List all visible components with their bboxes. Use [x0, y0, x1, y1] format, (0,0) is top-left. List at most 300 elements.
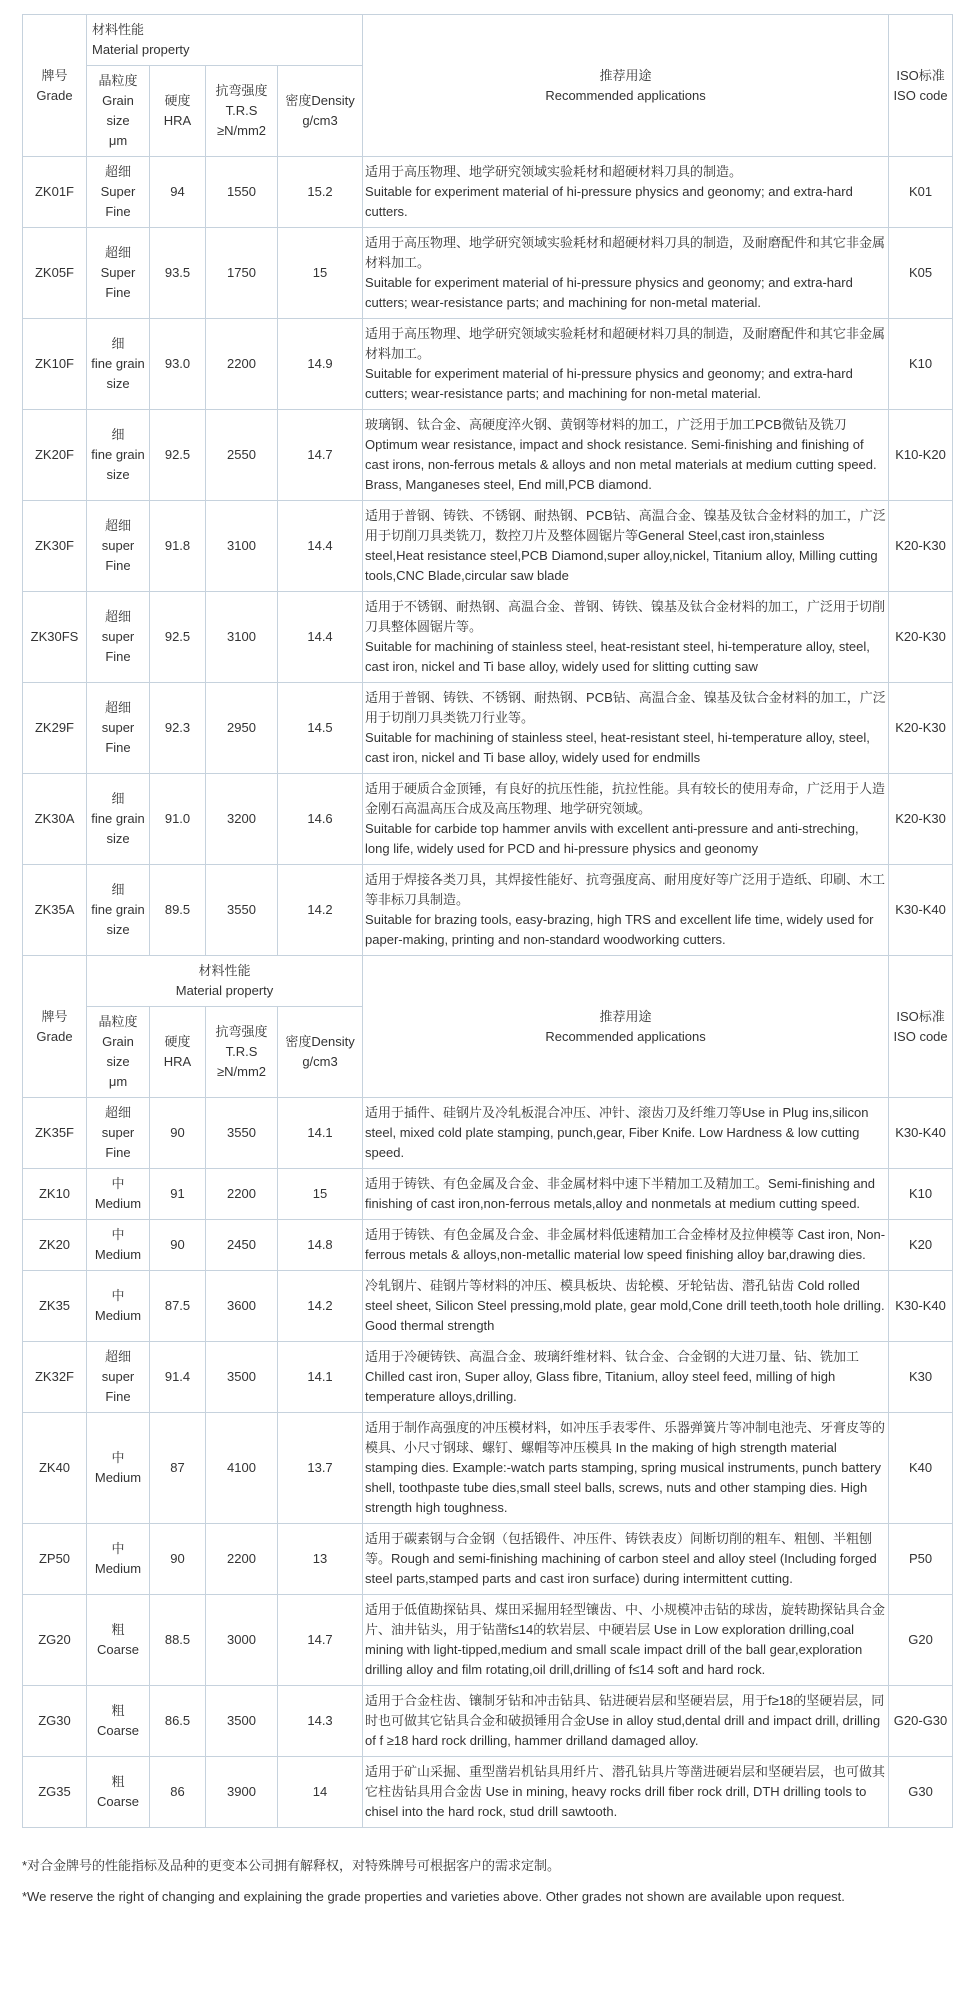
applications-cell-line: 适用于低值勘探钻具、煤田采掘用轻型镶齿、中、小规模冲击钻的球齿，旋转勘探钻具合金片、油井钻头，用于钻凿f≤14的软岩层、中硬岩层 Use in Low exploration drilling,coal mining with light-tipped,medium and small scale impact drill of the ball gear,exploration drilling alloy and film rotating,oil drill,drilling of f≤14 soft and hard rock. [365, 1602, 886, 1677]
density-cell [278, 157, 363, 228]
grain-size-cell-line: 超细 [104, 609, 131, 624]
density-cell-line: 14.9 [307, 356, 333, 371]
grade-row [23, 157, 953, 228]
trs-cell-line: 3550 [227, 1125, 256, 1140]
grade-row [23, 1169, 953, 1220]
grade-cell-line: ZK10 [38, 1186, 71, 1201]
grade-cell [23, 410, 87, 501]
iso-code-cell [889, 1220, 953, 1271]
grade-cell-line: ZK20 [38, 1237, 71, 1252]
grade-row [23, 774, 953, 865]
applications-header-line: 推荐用途 [599, 67, 652, 83]
header-row [23, 15, 953, 66]
grain-size-cell-line: fine grain size [91, 902, 145, 937]
grain-size-cell [87, 501, 150, 592]
grade-cell-line: ZK30F [34, 538, 74, 553]
trs-cell [206, 1220, 278, 1271]
hardness-cell-line: 91 [170, 1186, 185, 1201]
iso-code-cell [889, 865, 953, 956]
grade-row [23, 1524, 953, 1595]
trs-header [206, 1007, 278, 1098]
iso-code-cell [889, 1169, 953, 1220]
grain-size-header-line: size [106, 1054, 130, 1069]
hardness-cell [150, 1169, 206, 1220]
applications-cell-line: Suitable for experiment material of hi-pressure physics and geonomy; and extra-hard cutters; wear-resistance parts; and machining for non-metal material. [365, 275, 853, 310]
grain-size-cell [87, 1524, 150, 1595]
hardness-header-line: HRA [163, 113, 192, 128]
density-cell [278, 1757, 363, 1828]
hardness-cell [150, 1271, 206, 1342]
iso-header [889, 956, 953, 1098]
trs-cell-line: 3100 [227, 629, 256, 644]
grain-size-cell-line: 细 [111, 336, 125, 351]
hardness-cell-line: 93.0 [164, 356, 191, 371]
grade-cell-line: ZG20 [38, 1632, 71, 1647]
hardness-cell-line: 94 [170, 184, 185, 199]
trs-cell-line: 3100 [227, 538, 256, 553]
grain-size-cell-line: 超细 [104, 245, 131, 260]
grain-size-header-line: 晶粒度 [98, 73, 138, 88]
material-property-header-line: Material property [175, 983, 274, 998]
hardness-cell-line: 91.8 [164, 538, 191, 553]
applications-cell-line: Suitable for machining of stainless steel, heat-resistant steel, hi-temperature alloy, steel, cast iron, nickel and Ti base alloy, widely used for slitting cutting saw [365, 639, 870, 674]
hardness-cell-line: 91.4 [164, 1369, 191, 1384]
iso-code-cell [889, 774, 953, 865]
grain-size-header-line: 晶粒度 [98, 1014, 138, 1029]
density-cell-line: 14.4 [307, 538, 333, 553]
hardness-cell [150, 1342, 206, 1413]
density-cell [278, 1524, 363, 1595]
grade-cell [23, 319, 87, 410]
grade-cell [23, 774, 87, 865]
iso-code-cell-line: K30-K40 [895, 902, 946, 917]
grain-size-cell-line: 细 [111, 882, 125, 897]
iso-header-line: ISO标准 [896, 1008, 945, 1024]
applications-cell-line: 适用于铸铁、有色金属及合金、非金属材料低速精加工合金棒材及拉伸模等 Cast iron, Non-ferrous metals & alloys,non-metallic material low speed finishing alloy bar,drawing dies. [365, 1227, 886, 1262]
grain-size-cell-line: super Fine [101, 538, 135, 573]
grain-size-cell [87, 865, 150, 956]
grain-size-header-line: Grain [102, 1034, 134, 1049]
applications-cell-line: 适用于普钢、铸铁、不锈钢、耐热钢、PCB钻、高温合金、镍基及钛合金材料的加工，广泛用于切削刀具类铣刀行业等。 [365, 690, 886, 725]
trs-cell-line: 3000 [227, 1632, 256, 1647]
density-header-line: g/cm3 [302, 113, 338, 128]
hardness-header [150, 1007, 206, 1098]
iso-code-cell-line: K30-K40 [895, 1298, 946, 1313]
hardness-cell-line: 92.3 [164, 720, 191, 735]
density-cell [278, 865, 363, 956]
applications-cell [363, 865, 889, 956]
density-cell [278, 592, 363, 683]
grain-size-header-line: Grain [102, 93, 134, 108]
grade-header [23, 15, 87, 157]
grade-cell-line: ZK30FS [30, 629, 79, 644]
trs-cell [206, 592, 278, 683]
density-cell [278, 1413, 363, 1524]
applications-cell-line: 适用于硬质合金顶锤，有良好的抗压性能，抗拉性能。具有较长的使用寿命，广泛用于人造金刚石高温高压合成及高压物理、地学研究领域。 [365, 781, 886, 816]
hardness-cell [150, 683, 206, 774]
hardness-cell-line: 93.5 [164, 265, 191, 280]
applications-cell [363, 1413, 889, 1524]
hardness-cell-line: 89.5 [164, 902, 191, 917]
grain-size-cell-line: Super Fine [100, 265, 136, 300]
iso-code-cell [889, 1686, 953, 1757]
grain-size-cell [87, 1595, 150, 1686]
hardness-cell-line: 87 [170, 1460, 185, 1475]
grade-row [23, 1271, 953, 1342]
hardness-cell-line: 90 [170, 1237, 185, 1252]
applications-cell [363, 1524, 889, 1595]
applications-header-line: 推荐用途 [599, 1008, 652, 1024]
grain-size-cell-line: Medium [94, 1196, 142, 1211]
iso-code-cell-line: K30 [908, 1369, 933, 1384]
density-header-line: 密度Density [285, 93, 355, 108]
grain-size-cell [87, 1098, 150, 1169]
iso-code-cell-line: K20 [908, 1237, 933, 1252]
iso-code-cell-line: K20-K30 [895, 629, 946, 644]
trs-cell-line: 3900 [227, 1784, 256, 1799]
density-cell [278, 501, 363, 592]
grade-cell-line: ZK35F [34, 1125, 74, 1140]
applications-cell-line: 适用于焊接各类刀具，其焊接性能好、抗弯强度高、耐用度好等广泛用于造纸、印刷、木工等非标刀具制造。 [365, 872, 886, 907]
grade-cell-line: ZK40 [38, 1460, 71, 1475]
iso-code-cell-line: K20-K30 [895, 720, 946, 735]
applications-cell [363, 1595, 889, 1686]
density-cell-line: 14 [312, 1784, 328, 1799]
applications-cell-line: 适用于不锈钢、耐热钢、高温合金、普钢、铸铁、镍基及钛合金材料的加工，广泛用于切削刀具整体圆锯片等。 [365, 599, 886, 634]
applications-cell-line: 冷轧钢片、硅钢片等材料的冲压、模具板块、齿轮模、牙轮钻齿、潜孔钻齿 Cold rolled steel sheet, Silicon Steel pressing,mold plate, gear mold,Cone drill teeth,tooth hole drilling. Good thermal strength [365, 1278, 885, 1333]
hardness-cell [150, 410, 206, 501]
trs-cell-line: 3200 [227, 811, 256, 826]
grain-size-cell-line: super Fine [101, 1125, 135, 1160]
applications-cell-line: 适用于高压物理、地学研究领域实验耗材和超硬材料刀具的制造，及耐磨配件和其它非金属材料加工。 [365, 235, 886, 270]
applications-cell [363, 1757, 889, 1828]
grade-cell-line: ZK30A [34, 811, 75, 826]
trs-cell [206, 1686, 278, 1757]
grade-cell-line: ZP50 [38, 1551, 71, 1566]
trs-cell-line: 2200 [227, 356, 256, 371]
applications-cell [363, 1686, 889, 1757]
grade-cell-line: ZG30 [38, 1713, 71, 1728]
grade-cell [23, 1342, 87, 1413]
iso-code-cell [889, 501, 953, 592]
density-cell-line: 14.5 [307, 720, 333, 735]
trs-cell-line: 1550 [227, 184, 256, 199]
applications-cell-line: 适用于高压物理、地学研究领域实验耗材和超硬材料刀具的制造。 [365, 164, 743, 179]
trs-cell [206, 1595, 278, 1686]
trs-header-line: T.R.S [225, 103, 258, 118]
grain-size-cell-line: super Fine [101, 720, 135, 755]
density-cell-line: 14.8 [307, 1237, 333, 1252]
grain-size-cell-line: Coarse [97, 1794, 139, 1809]
hardness-cell [150, 501, 206, 592]
hardness-cell [150, 1757, 206, 1828]
density-header-line: 密度Density [285, 1034, 355, 1049]
applications-header [363, 15, 889, 157]
applications-cell-line: 适用于普钢、铸铁、不锈钢、耐热钢、PCB钻、高温合金、镍基及钛合金材料的加工，广泛用于切削刀具类铣刀，数控刀片及整体圆锯片等General Steel,cast iron,stainless steel,Heat resistance steel,PCB Diamond,super alloy,nickel, Titanium alloy, Milling cutting tools,CNC Blade,circular saw blade [365, 508, 886, 583]
applications-cell-line: 适用于合金柱齿、镶制牙钻和冲击钻具、钻进硬岩层和坚硬岩层，用于f≥18的坚硬岩层，同时也可做其它钻具合金和破损锤用合金Use in alloy stud,dental drill and impact drill, drilling of f ≥18 hard rock drilling, hammer drilland damaged alloy. [365, 1693, 885, 1748]
trs-cell [206, 865, 278, 956]
grade-header [23, 956, 87, 1098]
grain-size-cell-line: fine grain size [91, 447, 145, 482]
hardness-cell [150, 1686, 206, 1757]
applications-cell [363, 683, 889, 774]
applications-cell-line: Suitable for brazing tools, easy-brazing, high TRS and excellent life time, widely used for paper-making, printing and non-standard woodworking cutters. [365, 912, 874, 947]
hardness-cell [150, 1413, 206, 1524]
header-row [23, 956, 953, 1007]
hardness-cell [150, 865, 206, 956]
iso-header-line: ISO code [893, 87, 948, 103]
grain-size-cell-line: 细 [111, 791, 125, 806]
density-cell [278, 319, 363, 410]
grain-size-cell-line: 超细 [104, 518, 131, 533]
hardness-cell-line: 91.0 [164, 811, 191, 826]
grain-size-cell [87, 319, 150, 410]
trs-header-line: T.R.S [225, 1044, 258, 1059]
density-cell [278, 228, 363, 319]
grain-size-header-line: μm [108, 1074, 128, 1089]
density-cell-line: 14.6 [307, 811, 333, 826]
hardness-cell [150, 157, 206, 228]
grain-size-cell [87, 1220, 150, 1271]
trs-header-line: 抗弯强度 [215, 83, 268, 98]
density-cell [278, 683, 363, 774]
iso-code-cell-line: K10 [908, 1186, 933, 1201]
hardness-cell-line: 92.5 [164, 447, 191, 462]
grade-cell [23, 157, 87, 228]
trs-cell [206, 1757, 278, 1828]
iso-code-cell [889, 1098, 953, 1169]
trs-cell-line: 2200 [227, 1551, 256, 1566]
applications-cell-line: 玻璃钢、钛合金、高硬度淬火钢、黄钢等材料的加工，广泛用于加工PCB微钻及铣刀Optimum wear resistance, impact and shock resistance. Semi-finishing and finishing of cast irons, non-ferrous metals & alloys and non metal materials at medium cutting speed. Brass, Manganeses steel, End mill,PCB diamond. [365, 417, 877, 492]
grain-size-cell-line: 中 [111, 1541, 125, 1556]
hardness-header [150, 66, 206, 157]
grade-row [23, 319, 953, 410]
trs-header-line: ≥N/mm2 [216, 123, 267, 138]
grade-cell-line: ZK20F [34, 447, 74, 462]
applications-header [363, 956, 889, 1098]
grain-size-cell-line: 中 [111, 1176, 125, 1191]
applications-header-line: Recommended applications [545, 1028, 706, 1044]
grain-size-cell [87, 1686, 150, 1757]
grain-size-header-line: size [106, 113, 130, 128]
applications-cell [363, 157, 889, 228]
iso-code-cell-line: G20-G30 [893, 1713, 948, 1728]
grades-table-2 [22, 955, 953, 1828]
grain-size-cell [87, 683, 150, 774]
grain-size-cell-line: fine grain size [91, 811, 145, 846]
trs-cell-line: 2450 [227, 1237, 256, 1252]
grain-size-cell-line: fine grain size [91, 356, 145, 391]
grade-cell [23, 1413, 87, 1524]
hardness-cell [150, 319, 206, 410]
grade-cell [23, 1595, 87, 1686]
grain-size-cell-line: super Fine [101, 629, 135, 664]
density-cell [278, 1169, 363, 1220]
applications-cell-line: 适用于冷硬铸铁、高温合金、玻璃纤维材料、钛合金、合金钢的大进刀量、钻、铣加工Chilled cast iron, Super alloy, Glass fibre, Titanium, alloy steel feed, milling of high temperature alloys,drilling. [365, 1349, 860, 1404]
applications-cell-line: 适用于矿山采掘、重型凿岩机钻具用纤片、潜孔钻具片等凿进硬岩层和坚硬岩层，也可做其它柱齿钻具用合金齿 Use in mining, heavy rocks drill fiber rock drill, DTH drilling tools to chisel into the hard rock, stud drill sawtooth. [365, 1764, 886, 1819]
density-cell-line: 14.4 [307, 629, 333, 644]
grade-row [23, 1342, 953, 1413]
applications-cell-line: Suitable for carbide top hammer anvils with excellent anti-pressure and anti-streching, long life, widely used for PCD and hi-pressure physics and geonomy [365, 821, 859, 856]
density-cell-line: 14.1 [307, 1125, 333, 1140]
density-cell-line: 13 [312, 1551, 328, 1566]
trs-header-line: ≥N/mm2 [216, 1064, 267, 1079]
grade-cell-line: ZG35 [38, 1784, 71, 1799]
hardness-cell-line: 90 [170, 1125, 185, 1140]
iso-header-line: ISO标准 [896, 67, 945, 83]
grade-cell [23, 865, 87, 956]
hardness-cell-line: 88.5 [164, 1632, 191, 1647]
grade-header-line: Grade [36, 87, 73, 103]
density-cell-line: 14.3 [307, 1713, 333, 1728]
grade-row [23, 1686, 953, 1757]
trs-cell-line: 2550 [227, 447, 256, 462]
grade-cell [23, 228, 87, 319]
iso-header-line: ISO code [893, 1028, 948, 1044]
iso-code-cell-line: G20 [908, 1632, 933, 1647]
grade-cell-line: ZK35A [34, 902, 75, 917]
grade-cell [23, 1098, 87, 1169]
grade-row [23, 683, 953, 774]
applications-cell [363, 592, 889, 683]
density-cell [278, 1595, 363, 1686]
density-cell-line: 14.7 [307, 447, 333, 462]
iso-code-cell [889, 157, 953, 228]
table-body [23, 157, 953, 956]
applications-cell-line: Suitable for experiment material of hi-pressure physics and geonomy; and extra-hard cutters; wear-resistance parts; and machining for non-metal material. [365, 366, 853, 401]
density-cell-line: 14.2 [307, 1298, 333, 1313]
material-property-header [87, 956, 363, 1007]
grade-row [23, 1413, 953, 1524]
grain-size-cell-line: 中 [111, 1450, 125, 1465]
density-cell [278, 410, 363, 501]
grade-cell-line: ZK35 [38, 1298, 71, 1313]
density-cell-line: 13.7 [307, 1460, 333, 1475]
applications-cell [363, 1342, 889, 1413]
applications-header-line: Recommended applications [545, 87, 706, 103]
hardness-cell [150, 774, 206, 865]
applications-cell-line: 适用于高压物理、地学研究领域实验耗材和超硬材料刀具的制造，及耐磨配件和其它非金属材料加工。 [365, 326, 886, 361]
density-cell-line: 15.2 [307, 184, 333, 199]
table-header [23, 956, 953, 1098]
applications-cell-line: 适用于插件、硅钢片及冷轧板混合冲压、冲针、滚齿刀及纤维刀等Use in Plug ins,silicon steel, mixed cold plate stamping, punch,gear, Fiber Knife. Low Hardness & low cutting speed. [365, 1105, 869, 1160]
grain-size-cell-line: 超细 [104, 164, 131, 179]
grain-size-cell-line: 粗 [111, 1774, 125, 1789]
grain-size-cell [87, 592, 150, 683]
grain-size-cell-line: 超细 [104, 1349, 131, 1364]
hardness-cell [150, 1098, 206, 1169]
density-cell-line: 14.7 [307, 1632, 333, 1647]
grain-size-cell-line: 粗 [111, 1622, 125, 1637]
hardness-cell-line: 86.5 [164, 1713, 191, 1728]
grain-size-cell-line: Medium [94, 1308, 142, 1323]
trs-cell-line: 4100 [227, 1460, 256, 1475]
hardness-cell-line: 92.5 [164, 629, 191, 644]
grain-size-cell-line: 超细 [104, 1105, 131, 1120]
grain-size-cell-line: Medium [94, 1561, 142, 1576]
applications-cell [363, 1271, 889, 1342]
trs-cell [206, 1342, 278, 1413]
grade-row [23, 865, 953, 956]
grade-cell-line: ZK32F [34, 1369, 74, 1384]
iso-code-cell [889, 1595, 953, 1686]
applications-cell [363, 228, 889, 319]
hardness-cell [150, 1524, 206, 1595]
hardness-cell-line: 87.5 [164, 1298, 191, 1313]
grade-row [23, 1098, 953, 1169]
grade-cell-line: ZK10F [34, 356, 74, 371]
iso-code-cell-line: G30 [908, 1784, 933, 1799]
iso-code-cell-line: K20-K30 [895, 538, 946, 553]
applications-cell-line: 适用于铸铁、有色金属及合金、非金属材料中速下半精加工及精加工。Semi-finishing and finishing of cast iron,non-ferrous metals,alloy and nonmetals at medium cutting speed. [365, 1176, 875, 1211]
grain-size-cell [87, 1342, 150, 1413]
note-en: *We reserve the right of changing and explaining the grade properties and varieties above. Other grades not shown are available upon request. [22, 1889, 845, 1904]
trs-cell [206, 1169, 278, 1220]
grade-cell [23, 1757, 87, 1828]
grain-size-cell-line: 中 [111, 1227, 125, 1242]
grain-size-cell [87, 1169, 150, 1220]
density-header [278, 66, 363, 157]
density-cell [278, 1220, 363, 1271]
grade-header-line: Grade [36, 1028, 73, 1044]
hardness-header-line: 硬度 [164, 1034, 191, 1049]
applications-cell-line: 适用于碳素钢与合金钢（包括锻件、冲压件、铸铁表皮）间断切削的粗车、粗刨、半粗刨等。Rough and semi-finishing machining of carbon steel and alloy steel (Including forged steel parts,stamped parts and cast iron surface) during intermittent cutting. [365, 1531, 877, 1586]
hardness-cell [150, 228, 206, 319]
iso-code-cell [889, 1413, 953, 1524]
grain-size-header [87, 66, 150, 157]
iso-code-cell-line: K30-K40 [895, 1125, 946, 1140]
grade-cell-line: ZK05F [34, 265, 74, 280]
grade-row [23, 1220, 953, 1271]
material-property-header-line: 材料性能 [198, 963, 251, 978]
grain-size-cell [87, 1757, 150, 1828]
material-property-header-line: 材料性能 [92, 22, 145, 37]
trs-cell [206, 501, 278, 592]
trs-cell-line: 3500 [227, 1369, 256, 1384]
density-cell [278, 1098, 363, 1169]
applications-cell [363, 1098, 889, 1169]
grade-header-line: 牌号 [41, 67, 68, 83]
iso-code-cell [889, 1524, 953, 1595]
density-cell-line: 14.2 [307, 902, 333, 917]
trs-cell [206, 1413, 278, 1524]
applications-cell [363, 319, 889, 410]
density-cell-line: 14.1 [307, 1369, 333, 1384]
iso-code-cell-line: K20-K30 [895, 811, 946, 826]
grade-cell [23, 1220, 87, 1271]
grain-size-cell-line: super Fine [101, 1369, 135, 1404]
grade-header-line: 牌号 [41, 1008, 68, 1024]
grain-size-cell-line: Super Fine [100, 184, 136, 219]
grain-size-cell [87, 228, 150, 319]
grain-size-header-line: μm [108, 133, 128, 148]
trs-cell-line: 1750 [227, 265, 256, 280]
grade-row [23, 228, 953, 319]
trs-cell [206, 683, 278, 774]
grain-size-cell [87, 410, 150, 501]
footnotes [22, 1856, 937, 1907]
trs-cell-line: 3500 [227, 1713, 256, 1728]
grain-size-cell-line: 超细 [104, 700, 131, 715]
grade-cell-line: ZK29F [34, 720, 74, 735]
trs-cell-line: 3600 [227, 1298, 256, 1313]
iso-code-cell-line: K40 [908, 1460, 933, 1475]
applications-cell-line: Suitable for experiment material of hi-pressure physics and geonomy; and extra-hard cutters. [365, 184, 853, 219]
hardness-header-line: 硬度 [164, 93, 191, 108]
table-body [23, 1098, 953, 1828]
applications-cell [363, 774, 889, 865]
trs-header [206, 66, 278, 157]
